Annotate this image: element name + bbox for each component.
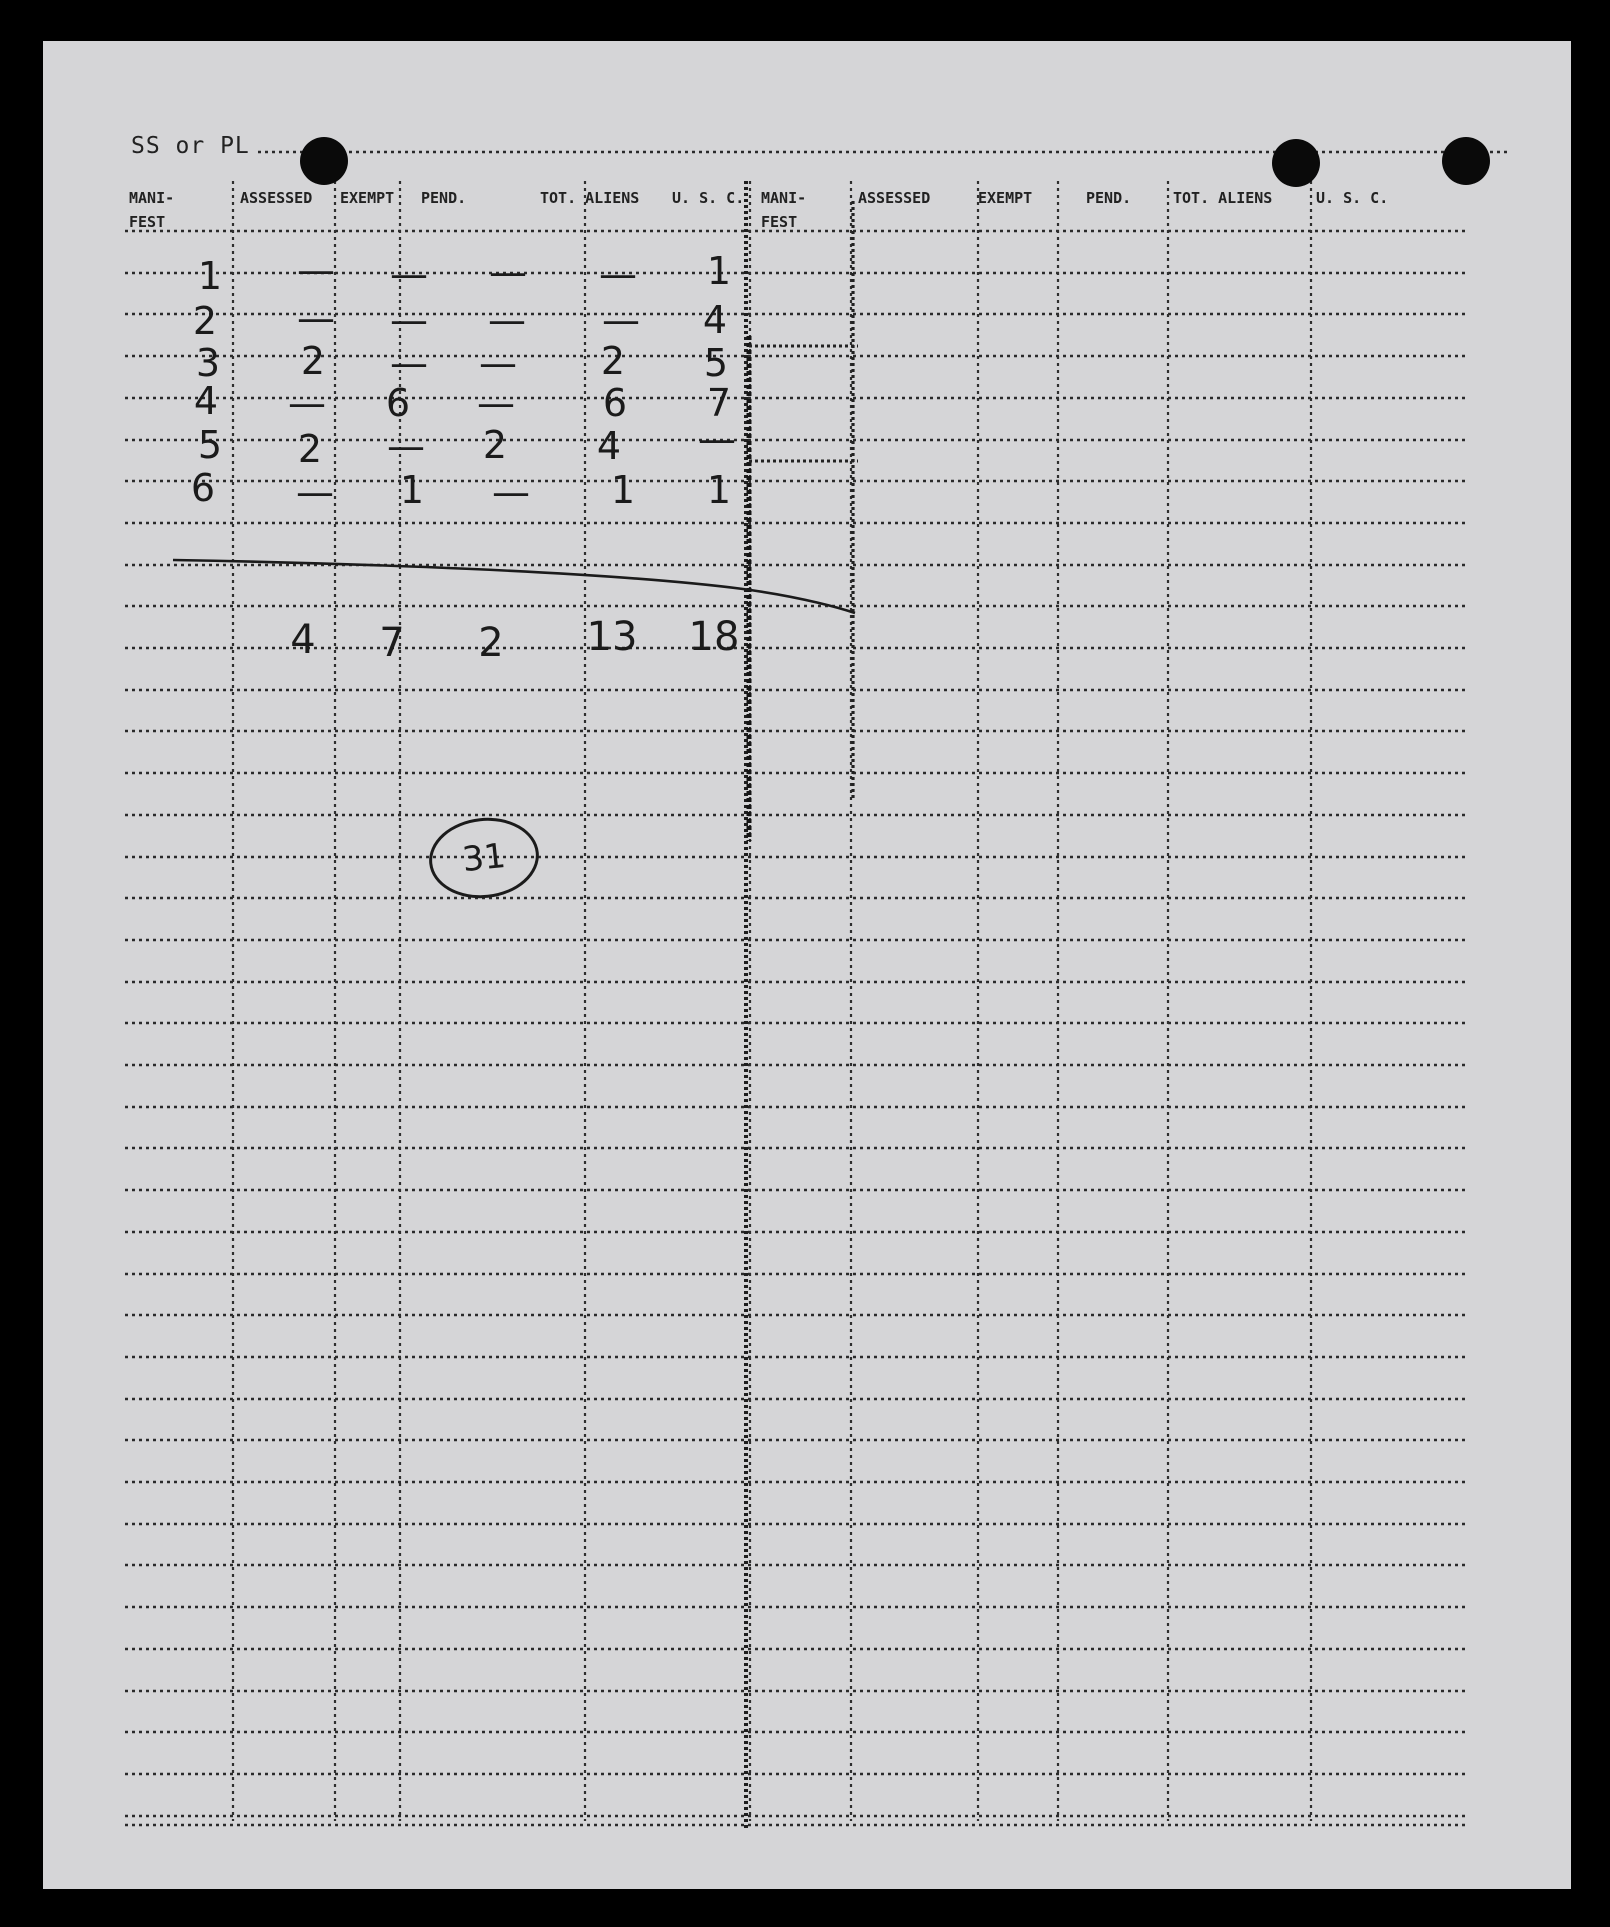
punch-hole-left xyxy=(300,137,348,185)
header-right-assessed: ASSESSED xyxy=(858,189,931,207)
entry-assessed: — xyxy=(288,381,326,425)
entry-tot-aliens: 2 xyxy=(600,339,626,383)
punch-hole-right xyxy=(1442,137,1490,185)
entry-tot-aliens: — xyxy=(599,252,637,296)
entry-usc: 5 xyxy=(703,341,729,385)
form-vessel-prefix: SS or PL xyxy=(131,133,250,159)
entry-tot-aliens: 4 xyxy=(596,424,622,468)
header-left-manifest: MANI- FEST xyxy=(129,189,175,231)
entry-usc: 4 xyxy=(702,298,728,342)
entry-pend: — xyxy=(477,381,515,425)
form-grid xyxy=(43,41,1571,1889)
entry-exempt: — xyxy=(390,341,428,385)
total-usc: 18 xyxy=(688,614,740,660)
entry-tot-aliens: 1 xyxy=(610,468,636,512)
entry-assessed: 2 xyxy=(297,427,323,471)
handwritten-total-line xyxy=(173,560,855,613)
header-left-assessed: ASSESSED xyxy=(240,189,313,207)
header-left-pend: PEND. xyxy=(421,189,467,207)
entry-assessed: — xyxy=(297,248,335,292)
total-assessed: 4 xyxy=(290,617,316,663)
manifest-tally-sheet xyxy=(43,41,1571,1889)
header-right-usc: U. S. C. xyxy=(1316,189,1389,207)
entry-manifest: 4 xyxy=(193,379,219,423)
header-left-usc: U. S. C. xyxy=(672,189,745,207)
entry-usc: 7 xyxy=(706,381,732,425)
punch-hole-center xyxy=(1272,139,1320,187)
entry-pend: — xyxy=(479,341,517,385)
entry-manifest: 6 xyxy=(190,466,216,510)
header-right-pend: PEND. xyxy=(1086,189,1132,207)
entry-pend: — xyxy=(489,250,527,294)
entry-assessed: — xyxy=(297,296,335,340)
entry-tot-aliens: 6 xyxy=(602,381,628,425)
total-pend: 2 xyxy=(478,620,504,666)
entry-exempt: 6 xyxy=(385,381,411,425)
entry-manifest: 5 xyxy=(197,423,223,467)
entry-manifest: 1 xyxy=(197,254,223,298)
entry-assessed: — xyxy=(296,470,334,514)
total-exempt: 7 xyxy=(379,620,405,666)
header-right-tot-aliens: TOT. ALIENS xyxy=(1173,189,1273,207)
entry-exempt: — xyxy=(390,252,428,296)
entry-usc: — xyxy=(698,417,736,461)
entry-exempt: — xyxy=(387,424,425,468)
entry-manifest: 3 xyxy=(195,341,221,385)
entry-pend: 2 xyxy=(482,423,508,467)
entry-assessed: 2 xyxy=(300,339,326,383)
entry-exempt: 1 xyxy=(399,468,425,512)
header-right-manifest: MANI- FEST xyxy=(761,189,807,231)
total-tot-aliens: 13 xyxy=(586,614,638,660)
header-left-exempt: EXEMPT xyxy=(340,189,395,207)
circled-grand-total-value: 31 xyxy=(460,835,508,881)
entry-manifest: 2 xyxy=(192,299,218,343)
entry-tot-aliens: — xyxy=(602,298,640,342)
entry-pend: — xyxy=(488,298,526,342)
header-left-tot-aliens: TOT. ALIENS xyxy=(540,189,640,207)
entry-pend: — xyxy=(492,470,530,514)
entry-usc: 1 xyxy=(706,249,732,293)
entry-usc: 1 xyxy=(706,468,732,512)
entry-exempt: — xyxy=(390,298,428,342)
header-right-exempt: EXEMPT xyxy=(978,189,1033,207)
